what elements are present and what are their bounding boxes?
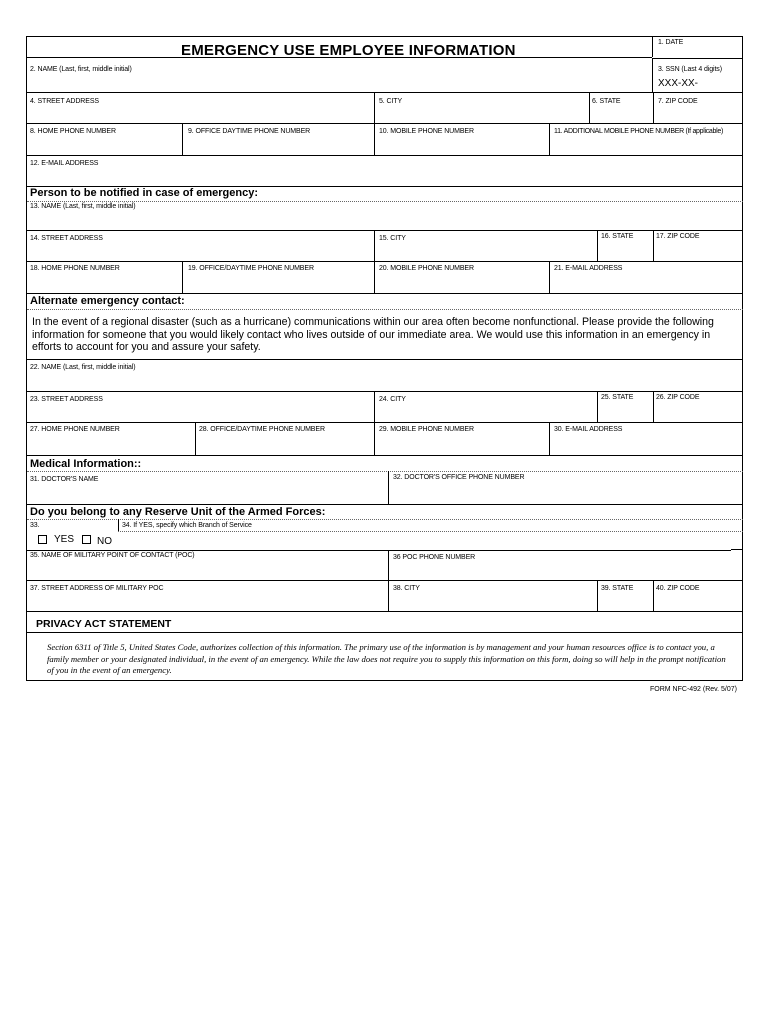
poc-street-label[interactable]: 37. STREET ADDRESS OF MILITARY POC (30, 585, 164, 592)
privacy-text: Section 6311 of Title 5, United States Code, authorizes collection of this information. The primary use of the information is by management and your human resources office is to contact you, a family member or your designated individual, in the event of an emergency. While the law does not require you to supply this information on this form, doing so will help in the prompt notification of you in the event of an emergency. (47, 642, 726, 675)
emergency-zip-label[interactable]: 17. ZIP CODE (656, 233, 700, 240)
mobile-phone-label[interactable]: 10. MOBILE PHONE NUMBER (379, 128, 474, 135)
alternate-street-label[interactable]: 23. STREET ADDRESS (30, 396, 103, 403)
privacy-heading: PRIVACY ACT STATEMENT (36, 618, 172, 630)
form-number: FORM NFC-492 (Rev. 5/07) (650, 686, 737, 693)
poc-name-label[interactable]: 35. NAME OF MILITARY POINT OF CONTACT (POC) (30, 552, 195, 559)
alternate-instructions: In the event of a regional disaster (such as a hurricane) communications within our area often become nonfunctional. Please provide the following information for someone that you would likely contact who lives outside of our immediate area. We would use this information in an emergency in efforts to account for you and assure your safety. (32, 316, 714, 353)
emergency-mobile-phone-label[interactable]: 20. MOBILE PHONE NUMBER (379, 265, 474, 272)
name-label[interactable]: 2. NAME (Last, first, middle initial) (30, 66, 132, 73)
no-checkbox[interactable] (82, 535, 91, 544)
poc-city-label[interactable]: 38. CITY (393, 585, 420, 592)
ssn-label: 3. SSN (Last 4 digits) (658, 66, 722, 73)
alternate-zip-label[interactable]: 26. ZIP CODE (656, 394, 700, 401)
alternate-heading: Alternate emergency contact: (30, 295, 185, 307)
poc-phone-label[interactable]: 36 POC PHONE NUMBER (393, 554, 476, 561)
street-label[interactable]: 4. STREET ADDRESS (30, 98, 99, 105)
emergency-state-label[interactable]: 16. STATE (601, 233, 634, 240)
poc-zip-label[interactable]: 40. ZIP CODE (656, 585, 700, 592)
alternate-email-label[interactable]: 30. E-MAIL ADDRESS (554, 426, 623, 433)
city-label[interactable]: 5. CITY (379, 98, 403, 105)
alternate-city-label[interactable]: 24. CITY (379, 396, 406, 403)
home-phone-label[interactable]: 8. HOME PHONE NUMBER (30, 128, 116, 135)
poc-state-label[interactable]: 39. STATE (601, 585, 634, 592)
emergency-heading: Person to be notified in case of emergency: (30, 187, 258, 199)
emergency-email-label[interactable]: 21. E-MAIL ADDRESS (554, 265, 623, 272)
emergency-city-label[interactable]: 15. CITY (379, 235, 406, 242)
reserve-heading: Do you belong to any Reserve Unit of the Armed Forces: (30, 506, 326, 518)
zip-label[interactable]: 7. ZIP CODE (658, 98, 698, 105)
ssn-value[interactable]: XXX-XX- (658, 78, 699, 89)
emergency-street-label[interactable]: 14. STREET ADDRESS (30, 235, 103, 242)
additional-mobile-label[interactable]: 11. ADDITIONAL MOBILE PHONE NUMBER (If applicable) (554, 128, 723, 135)
emergency-home-phone-label[interactable]: 18. HOME PHONE NUMBER (30, 265, 120, 272)
alternate-home-phone-label[interactable]: 27. HOME PHONE NUMBER (30, 426, 120, 433)
alternate-mobile-phone-label[interactable]: 29. MOBILE PHONE NUMBER (379, 426, 474, 433)
alternate-office-phone-label[interactable]: 28. OFFICE/DAYTIME PHONE NUMBER (199, 426, 325, 433)
medical-heading: Medical Information:: (30, 458, 142, 470)
form-title: EMERGENCY USE EMPLOYEE INFORMATION (181, 42, 516, 59)
alternate-name-label[interactable]: 22. NAME (Last, first, middle initial) (30, 364, 136, 371)
branch-of-service-label[interactable]: 34. If YES, specify which Branch of Service (122, 522, 252, 529)
yes-label: YES (54, 534, 75, 545)
emergency-name-label[interactable]: 13. NAME (Last, first, middle initial) (30, 203, 136, 210)
doctor-name-label[interactable]: 31. DOCTOR'S NAME (30, 476, 99, 483)
alternate-state-label[interactable]: 25. STATE (601, 394, 634, 401)
office-phone-label[interactable]: 9. OFFICE DAYTIME PHONE NUMBER (188, 128, 311, 135)
emergency-form (26, 36, 743, 681)
email-label[interactable]: 12. E-MAIL ADDRESS (30, 160, 99, 167)
state-label[interactable]: 6. STATE (592, 98, 621, 105)
q33-label: 33. (30, 522, 40, 529)
doctor-phone-label[interactable]: 32. DOCTOR'S OFFICE PHONE NUMBER (393, 474, 525, 481)
emergency-office-phone-label[interactable]: 19. OFFICE/DAYTIME PHONE NUMBER (188, 265, 314, 272)
no-label: NO (97, 536, 112, 547)
date-label: 1. DATE (658, 39, 684, 46)
yes-checkbox[interactable] (38, 535, 47, 544)
